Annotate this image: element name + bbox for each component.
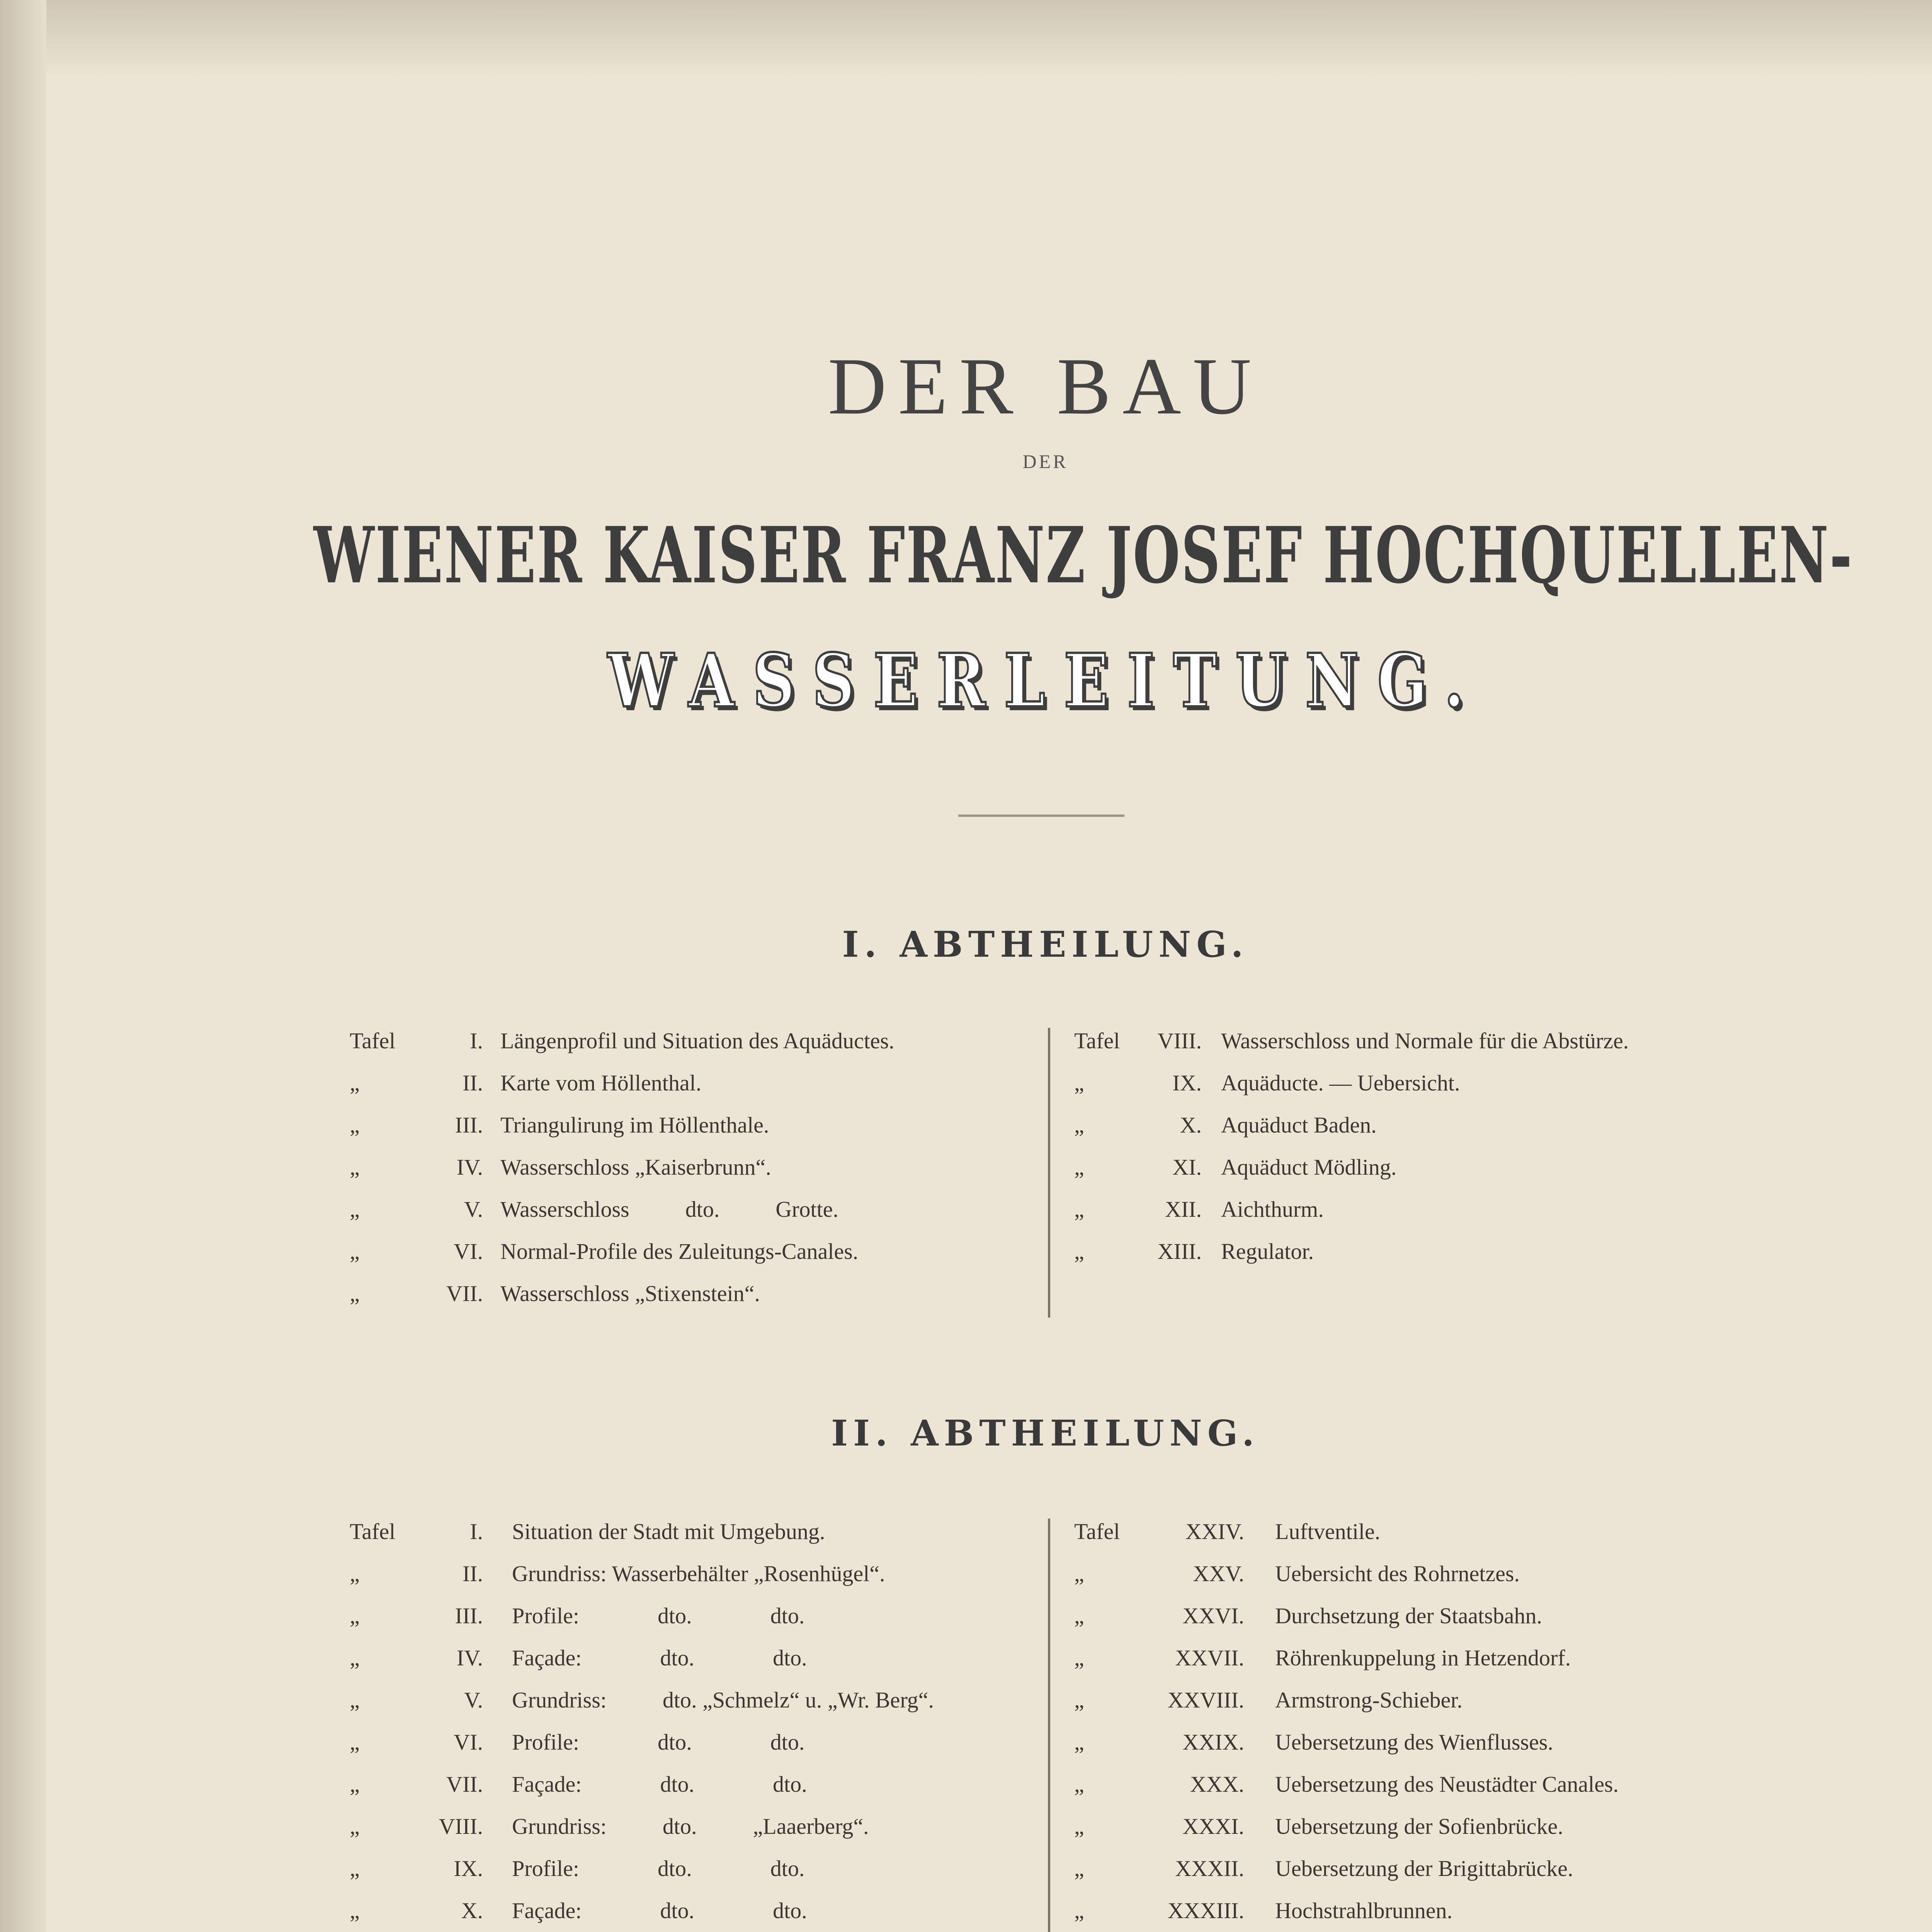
tafel-label: „ [350,1814,360,1839]
plate-number: XXX. [1190,1772,1244,1797]
plate-number: XII. [1165,1197,1202,1222]
plate-description: Karte vom Höllenthal. [500,1070,702,1095]
tafel-label: „ [350,1112,360,1138]
plate-description: Aichthurm. [1221,1197,1324,1222]
list-item [1074,1519,1932,1561]
plate-description: Grundriss: Wasserbehälter „Rosenhügel“. [512,1561,885,1586]
plate-description: Profile: dto. dto. [512,1603,805,1628]
tafel-label: „ [350,1772,360,1797]
tafel-label: „ [1074,1197,1084,1222]
plate-number: XXV. [1193,1561,1244,1586]
list-item [350,1813,1045,1855]
plate-description: Wasserschloss und Normale für die Abstürze. [1221,1028,1629,1053]
tafel-label: „ [1074,1112,1084,1138]
page-top-edge [46,0,1932,77]
plate-number: XXXIII. [1167,1898,1244,1923]
tafel-label: „ [1074,1814,1084,1839]
list-item [350,1196,1026,1238]
tafel-label: „ [1074,1155,1084,1180]
plate-description: Façade: dto. dto. [512,1772,807,1797]
plate-number: IX. [454,1856,483,1881]
list-item [1074,1561,1932,1603]
plate-number: XXXII. [1175,1856,1244,1881]
plate-description: Profile: dto. dto. [512,1856,805,1881]
plate-description: Uebersetzung der Sofienbrücke. [1275,1814,1563,1839]
list-item [1074,1898,1932,1932]
list-item [350,1112,1026,1154]
list-item [350,1561,1045,1603]
list-item [1074,1771,1932,1813]
plate-description: Uebersetzung des Wienflusses. [1275,1730,1553,1755]
plate-description: Regulator. [1221,1239,1314,1264]
plate-description: Aquäduct Mödling. [1221,1155,1397,1180]
tafel-label: „ [350,1561,360,1586]
list-item [350,1645,1045,1687]
plate-description: Armstrong-Schieber. [1275,1687,1463,1713]
section1-right-column [1074,1028,1932,1281]
plate-number: VII. [446,1772,483,1797]
list-item [1074,1070,1932,1112]
plate-number: XXIV. [1185,1519,1244,1544]
plate-number: V. [464,1687,483,1713]
tafel-label: „ [350,1239,360,1264]
list-item [1074,1813,1932,1855]
plate-number: II. [462,1561,483,1586]
tafel-label: „ [1074,1603,1084,1628]
plate-number: II. [462,1070,483,1095]
tafel-label: „ [1074,1561,1084,1586]
book-spine-shadow [0,0,46,1932]
tafel-label: „ [350,1070,360,1095]
tafel-label: „ [1074,1856,1084,1881]
list-item [350,1898,1045,1932]
plate-number: III. [455,1112,483,1138]
plate-number: XI. [1172,1155,1202,1180]
list-item [1074,1855,1932,1898]
title-wasserleitung: WASSERLEITUNG. [607,638,1483,724]
tafel-label: „ [1074,1772,1084,1797]
plate-number: XXIX. [1182,1730,1244,1755]
plate-number: VIII. [439,1814,483,1839]
tafel-label: „ [350,1281,360,1306]
plate-number: XXVII. [1175,1645,1244,1670]
list-item [350,1070,1026,1112]
list-item [350,1603,1045,1645]
plate-description: Durchsetzung der Staatsbahn. [1275,1603,1542,1628]
tafel-label: „ [350,1645,360,1670]
plate-description: Grundriss: dto. „Laaerberg“. [512,1814,869,1839]
tafel-label: „ [350,1730,360,1755]
plate-description: Aquäducte. — Uebersicht. [1221,1070,1460,1095]
plate-number: I. [470,1519,483,1544]
plate-number: X. [461,1898,483,1923]
section2-left-column [350,1519,1045,1932]
section2-heading: II. ABTHEILUNG. [831,1412,1260,1454]
plate-description: Uebersicht des Rohrnetzes. [1275,1561,1520,1586]
tafel-label: Tafel [350,1519,396,1544]
plate-number: VIII. [1157,1028,1202,1053]
horizontal-rule-top [958,815,1124,817]
plate-description: Grundriss: dto. „Schmelz“ u. „Wr. Berg“. [512,1687,934,1713]
list-item [350,1729,1045,1771]
plate-number: XIII. [1157,1239,1202,1264]
tafel-label: „ [1074,1070,1084,1095]
plate-description: Triangulirung im Höllenthale. [500,1112,769,1138]
plate-description: Röhrenkuppelung in Hetzendorf. [1275,1645,1571,1670]
plate-number: III. [455,1603,483,1628]
section2-right-column [1074,1519,1932,1932]
tafel-label: „ [350,1687,360,1713]
plate-description: Façade: dto. dto. [512,1898,807,1923]
plate-description: Uebersetzung des Neustädter Canales. [1275,1772,1619,1797]
tafel-label: „ [350,1603,360,1628]
tafel-label: Tafel [1074,1028,1120,1053]
tafel-label: „ [350,1197,360,1222]
plate-description: Wasserschloss dto. Grotte. [500,1197,838,1222]
tafel-label: „ [350,1155,360,1180]
plate-number: IV. [456,1155,483,1180]
plate-number: VI. [454,1730,483,1755]
tafel-label: „ [350,1898,360,1923]
list-item [350,1238,1026,1281]
tafel-label: „ [1074,1645,1084,1670]
plate-number: I. [470,1028,483,1053]
list-item [1074,1645,1932,1687]
tafel-label: „ [1074,1687,1084,1713]
plate-description: Uebersetzung der Brigittabrücke. [1275,1856,1573,1881]
plate-description: Längenprofil und Situation des Aquäductes. [500,1028,895,1053]
plate-number: VI. [454,1239,483,1264]
list-item [1074,1603,1932,1645]
section2-divider [1048,1519,1050,1932]
section1-left-column [350,1028,1026,1323]
plate-description: Normal-Profile des Zuleitungs-Canales. [500,1239,859,1264]
plate-number: XXXI. [1182,1814,1244,1839]
title-der: DER [1022,451,1068,472]
title-wiener-kaiser: WIENER KAISER FRANZ JOSEF HOCHQUELLEN- [313,510,1853,601]
list-item [350,1855,1045,1898]
plate-description: Hochstrahlbrunnen. [1275,1898,1453,1923]
list-item [350,1771,1045,1813]
list-item [1074,1112,1932,1154]
plate-description: Wasserschloss „Kaiserbrunn“. [500,1155,771,1180]
list-item [350,1154,1026,1196]
plate-number: IV. [456,1645,483,1670]
plate-number: X. [1180,1112,1202,1138]
list-item [350,1519,1045,1561]
list-item [1074,1028,1932,1070]
section1-divider [1048,1028,1050,1318]
tafel-label: „ [1074,1239,1084,1264]
tafel-label: „ [350,1856,360,1881]
plate-description: Luftventile. [1275,1519,1381,1544]
plate-number: XXVIII. [1167,1687,1244,1713]
plate-description: Façade: dto. dto. [512,1645,807,1670]
plate-number: XXVI. [1182,1603,1244,1628]
plate-description: Profile: dto. dto. [512,1730,805,1755]
list-item [350,1281,1026,1323]
tafel-label: „ [1074,1730,1084,1755]
plate-number: V. [464,1197,483,1222]
plate-description: Situation der Stadt mit Umgebung. [512,1519,825,1544]
plate-number: IX. [1172,1070,1202,1095]
list-item [350,1028,1026,1070]
tafel-label: Tafel [1074,1519,1120,1544]
plate-description: Aquäduct Baden. [1221,1112,1377,1138]
section1-heading: I. ABTHEILUNG. [842,923,1249,965]
plate-number: VII. [446,1281,483,1306]
list-item [1074,1729,1932,1771]
plate-description: Wasserschloss „Stixenstein“. [500,1281,760,1306]
list-item [1074,1238,1932,1281]
list-item [1074,1687,1932,1729]
list-item [1074,1154,1932,1196]
tafel-label: „ [1074,1898,1084,1923]
title-der-bau: DER BAU [828,342,1263,431]
list-item [1074,1196,1932,1238]
list-item [350,1687,1045,1729]
tafel-label: Tafel [350,1028,396,1053]
